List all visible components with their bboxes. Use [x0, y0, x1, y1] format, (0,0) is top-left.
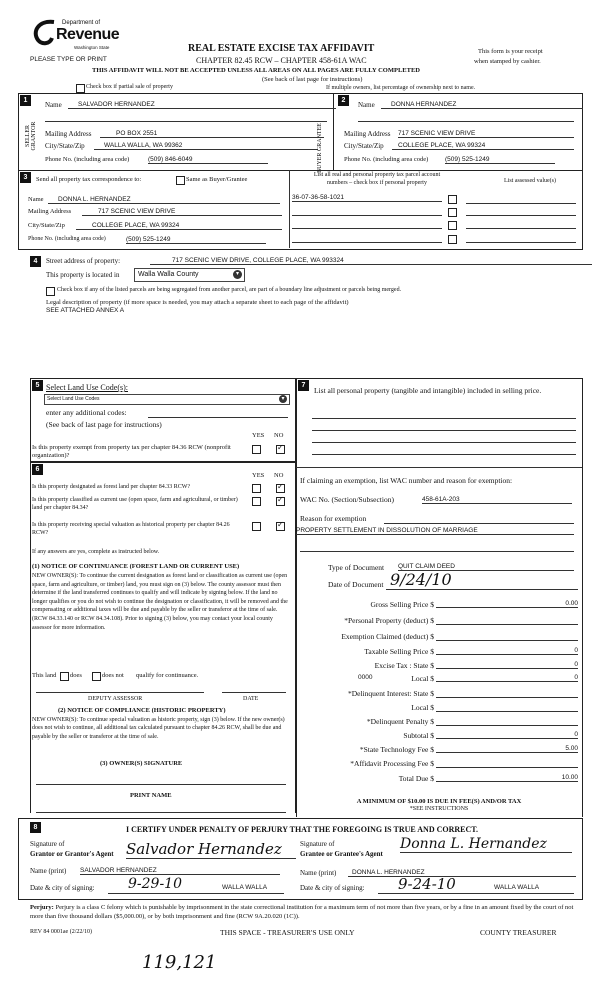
notice-compliance-body: NEW OWNER(S): To continue special valuation as historic property, sign (3) below. If the new owner(s) does not wish to continue, all additional tax calculated pursuant to chapter 84.26 RCW, shall be due and payable by the seller or transferor at the time of sale.	[32, 717, 285, 740]
street-address-label: Street address of property:	[46, 257, 121, 265]
this-land-label: This land	[32, 672, 57, 679]
parcel-personal-checkbox-3[interactable]	[448, 221, 457, 230]
tax-row-value[interactable]	[436, 703, 578, 712]
grantee-signature-label-2: Grantee or Grantee's Agent	[300, 850, 383, 858]
tax-row-label: Taxable Selling Price $	[364, 647, 434, 656]
send-correspondence-label: Send all property tax correspondence to:	[36, 176, 142, 183]
owner-signature-line	[36, 784, 286, 785]
sec5-yes-label: YES	[252, 432, 265, 439]
exempt-question: Is this property exempt from property tax per chapter 84.36 RCW (nonprofit organization)?	[32, 444, 231, 459]
tax-row-label: Gross Selling Price $	[370, 600, 434, 609]
buyer-city-field[interactable]: COLLEGE PLACE, WA 99324	[392, 142, 574, 150]
tax-row-label: *Personal Property (deduct) $	[344, 616, 434, 625]
multiple-owners-note: If multiple owners, list percentage of ownership next to name.	[326, 85, 476, 91]
tax-row-value[interactable]	[436, 616, 578, 625]
tax-row-value[interactable]	[436, 759, 578, 768]
grantee-date-city-line	[378, 893, 574, 894]
grantee-name-print-field[interactable]: DONNA L. HERNANDEZ	[348, 869, 576, 877]
tax-row-label: *Delinquent Penalty $	[366, 717, 434, 726]
land-does-checkbox[interactable]	[60, 672, 69, 681]
assessed-line-2	[466, 215, 576, 216]
legal-description-label: Legal description of property (if more space is needed, you may attach a separate sheet to each page of the affidavit)	[46, 299, 349, 306]
land-does-not-checkbox[interactable]	[92, 672, 101, 681]
exempt-yes-checkbox[interactable]	[252, 445, 261, 454]
see-back-instructions: (See back of last page for instructions)	[262, 76, 363, 83]
form-chapter: CHAPTER 82.45 RCW – CHAPTER 458-61A WAC	[196, 56, 367, 65]
tax-row-label: Exemption Claimed (deduct) $	[341, 632, 434, 641]
deputy-date-line	[222, 692, 286, 693]
section-7-number: 7	[298, 380, 309, 391]
same-as-buyer-checkbox[interactable]	[176, 176, 185, 185]
grantee-name-print-label: Name (print)	[300, 869, 337, 877]
sec6-no-label: NO	[274, 472, 284, 479]
reason-field[interactable]: PROPERTY SETTLEMENT IN DISSOLUTION OF MARRIAGE	[296, 527, 574, 535]
additional-codes-label: enter any additional codes:	[46, 408, 127, 417]
historic-no-checkbox[interactable]	[276, 522, 285, 531]
grantor-date-field[interactable]: 9-29-10	[128, 876, 182, 892]
historic-yes-checkbox[interactable]	[252, 522, 261, 531]
buyer-name-line2	[358, 121, 574, 122]
tax-row-value[interactable]: 0	[436, 661, 578, 669]
buyer-phone-label: Phone No. (including area code)	[344, 156, 429, 163]
chevron-down-icon: ▾	[233, 270, 242, 279]
land-use-select-value: Select Land Use Codes	[47, 396, 100, 402]
tax-row-value[interactable]: 0	[436, 674, 578, 682]
buyer-name-label: Name	[358, 101, 375, 109]
parcel-line-4	[292, 242, 442, 243]
land-does-label: does	[70, 672, 82, 679]
doc-date-label: Date of Document	[328, 580, 384, 589]
seller-name-field[interactable]: SALVADOR HERNANDEZ	[68, 101, 336, 109]
section-3-number: 3	[20, 172, 31, 183]
section-2-number: 2	[338, 95, 349, 106]
segregated-checkbox[interactable]	[46, 287, 55, 296]
seller-phone-label: Phone No. (including area code)	[45, 156, 130, 163]
land-use-select[interactable]	[44, 394, 290, 405]
corr-city-field[interactable]: COLLEGE PLACE, WA 99324	[76, 222, 282, 230]
dept-line3: Washington State	[74, 45, 110, 50]
tax-row-value[interactable]	[436, 689, 578, 698]
tax-row-value[interactable]: 0	[436, 731, 578, 739]
form-revision: REV 84 0001ae (2/22/10)	[30, 929, 93, 935]
tax-row-label: Total Due $	[398, 774, 434, 783]
forest-land-question: Is this property designated as forest land per chapter 84.33 RCW?	[32, 484, 191, 490]
tax-row-label: *Delinquent Interest: State $	[347, 689, 434, 698]
print-name-line	[36, 812, 286, 813]
section-7-divider	[296, 467, 582, 468]
grantee-signature-label-1: Signature of	[300, 840, 335, 848]
seller-side-label: SELLER GRANTOR	[25, 121, 37, 151]
deputy-assessor-line	[36, 692, 204, 693]
seller-name-line2	[45, 121, 327, 122]
historic-question: Is this property receiving special valuation as historical property per chapter 84.26 RCW?	[32, 522, 230, 536]
buyer-mailing-label: Mailing Address	[344, 130, 391, 138]
exempt-no-checkbox[interactable]	[276, 445, 285, 454]
grantor-signature-label-1: Signature of	[30, 840, 65, 848]
personal-property-line-4	[312, 454, 576, 455]
local-code: 0000	[358, 674, 373, 681]
buyer-name-field[interactable]: DONNA HERNANDEZ	[381, 101, 583, 109]
notice-continuance-body: NEW OWNER(S): To continue the current designation as forest land or classification as current use (open space, farm and agriculture, or timber) land, you must sign on (3) below. The county assessor must then determine if the land transferred continues to qualify and will indicate by signing below. If the land no longer qualifies or you do not wish to continue the designation or classification, it will be removed and the compensating or additional taxes will be due and payable by the seller or transferor at the time of sale. (RCW 84.33.140 or RCW 84.34.108). Prior to signing (3) below, you may contact your local county assessor for more information.	[32, 573, 288, 631]
tax-row-value[interactable]	[436, 632, 578, 641]
print-name-label: PRINT NAME	[130, 792, 172, 799]
seller-mailing-field[interactable]: PO BOX 2551	[100, 130, 324, 138]
buyer-phone-field[interactable]: (509) 525-1249	[445, 156, 555, 164]
parcel-line-3	[292, 228, 442, 229]
personal-property-label: List all personal property (tangible and intangible) included in selling price.	[314, 386, 542, 395]
doc-date-field[interactable]: 9/24/10	[386, 570, 578, 590]
grantee-date-field[interactable]: 9-24-10	[398, 875, 456, 893]
form-warning: THIS AFFIDAVIT WILL NOT BE ACCEPTED UNLESS ALL AREAS ON ALL PAGES ARE FULLY COMPLETED	[92, 67, 420, 74]
perjury-notice	[30, 903, 578, 921]
sec6-yes-label: YES	[252, 472, 265, 479]
buyer-mailing-field[interactable]: 717 SCENIC VIEW DRIVE	[398, 130, 574, 138]
receipt-line2: when stamped by cashier.	[474, 58, 541, 65]
select-land-use-label: Select Land Use Code(s):	[46, 383, 128, 392]
qualify-label: qualify for continuance.	[136, 672, 199, 679]
personal-property-line-2	[312, 430, 576, 431]
corr-city-label: City/State/Zip	[28, 222, 65, 229]
handwritten-note: 119,121	[142, 952, 217, 973]
wac-label: WAC No. (Section/Subsection)	[300, 495, 394, 504]
tax-row-value[interactable]: 0	[436, 647, 578, 655]
partial-sale-checkbox[interactable]	[76, 84, 85, 93]
county-select[interactable]	[134, 268, 245, 282]
seller-city-label: City/State/Zip	[45, 142, 85, 150]
deputy-assessor-label: DEPUTY ASSESSOR	[88, 696, 143, 702]
corr-phone-field[interactable]: (509) 525-1249	[126, 236, 266, 244]
located-in-label: This property is located in	[46, 271, 120, 279]
segregated-label: Check box if any of the listed parcels are being segregated from another parcel, are part of a boundary line adjustment or parcels being merged.	[57, 287, 402, 293]
please-type: PLEASE TYPE OR PRINT	[30, 56, 107, 63]
notice-continuance-title: (1) NOTICE OF CONTINUANCE (FOREST LAND OR CURRENT USE)	[32, 563, 240, 570]
current-use-question: Is this property classified as current use (open space, farm and agricultural, or timber) land per chapter 84.34?	[32, 497, 238, 511]
tax-row-label: Local $	[411, 674, 434, 683]
doc-type-field[interactable]: QUIT CLAIM DEED	[398, 563, 574, 571]
dor-logo	[30, 16, 140, 56]
land-does-not-label: does not	[102, 672, 124, 679]
section-3-divider	[289, 170, 290, 248]
reason-line-1	[384, 523, 574, 524]
land-use-see-back: (See back of last page for instructions)	[46, 420, 162, 429]
legal-description-value[interactable]: SEE ATTACHED ANNEX A	[46, 307, 125, 314]
parcel-list-label-1: List all real and personal property tax parcel account	[313, 172, 441, 178]
sec5-no-label: NO	[274, 432, 284, 439]
grantor-date-city-label: Date & city of signing:	[30, 884, 95, 892]
corr-mailing-field[interactable]: 717 SCENIC VIEW DRIVE	[82, 208, 282, 216]
tax-row-value[interactable]	[436, 717, 578, 726]
certify-statement: I CERTIFY UNDER PENALTY OF PERJURY THAT THE FOREGOING IS TRUE AND CORRECT.	[126, 825, 479, 834]
tax-row-label: *Affidavit Processing Fee $	[350, 759, 434, 768]
parcel-personal-checkbox-4[interactable]	[448, 235, 457, 244]
reason-line-3	[300, 551, 574, 552]
county-treasurer-label: COUNTY TREASURER	[480, 928, 557, 937]
tax-row-label: *State Technology Fee $	[359, 745, 434, 754]
dept-line2: Revenue	[56, 26, 120, 43]
parcel-personal-checkbox-1[interactable]	[448, 195, 457, 204]
notice-compliance-title: (2) NOTICE OF COMPLIANCE (HISTORIC PROPERTY)	[58, 707, 226, 714]
perjury-bold-label: Perjury:	[30, 904, 54, 911]
if-yes-instruction: If any answers are yes, complete as instructed below.	[32, 549, 160, 555]
tax-row-value[interactable]: 5.00	[436, 745, 578, 753]
tax-row-value[interactable]: 0.00	[436, 600, 578, 608]
street-address-field[interactable]: 717 SCENIC VIEW DRIVE, COLLEGE PLACE, WA 993324	[150, 257, 592, 265]
deputy-date-label: DATE	[243, 696, 259, 702]
doc-type-label: Type of Document	[328, 563, 385, 572]
grantor-name-print-label: Name (print)	[30, 867, 67, 875]
assessed-line-3	[466, 228, 576, 229]
buyer-side-label: BUYER GRANTEE	[317, 123, 323, 173]
form-title: REAL ESTATE EXCISE TAX AFFIDAVIT	[188, 43, 375, 54]
grantor-name-print-field[interactable]: SALVADOR HERNANDEZ	[80, 867, 280, 875]
dept-line1: Department of	[62, 20, 101, 26]
section-6-number: 6	[32, 464, 43, 475]
seller-name-label: Name	[45, 101, 62, 109]
personal-property-line-3	[312, 442, 576, 443]
buyer-city-label: City/State/Zip	[344, 142, 384, 150]
additional-codes-line	[148, 417, 288, 418]
parcel-field-1[interactable]: 36-07-36-58-1021	[292, 194, 442, 202]
forest-yes-checkbox[interactable]	[252, 484, 261, 493]
grantor-city-field[interactable]: WALLA WALLA	[222, 884, 268, 891]
seller-city-field[interactable]: WALLA WALLA, WA 99362	[94, 142, 318, 150]
section-4-number: 4	[30, 256, 41, 267]
same-as-buyer-label: Same as Buyer/Grantee	[186, 176, 248, 183]
grantor-signature-label-2: Grantor or Grantor's Agent	[30, 850, 114, 858]
section-5-number: 5	[32, 380, 43, 391]
owner-signature-title: (3) OWNER(S) SIGNATURE	[100, 760, 183, 767]
current-use-yes-checkbox[interactable]	[252, 497, 261, 506]
grantee-city-field[interactable]: WALLA WALLA	[494, 884, 540, 891]
perjury-text: Perjury is a class C felony which is punishable by imprisonment in the state correctional institution for a maximum term of not more than five years, or by a fine in an amount fixed by the court of not more than five thousand dollars ($5,000.00), or by both imprisonment and fine (RCW 9A.20.020 (1C)).	[30, 904, 574, 920]
assessed-line-1	[466, 203, 576, 204]
parcel-personal-checkbox-2[interactable]	[448, 208, 457, 217]
grantor-signature[interactable]: Salvador Hernandez	[126, 840, 296, 859]
corr-mailing-label: Mailing Address	[28, 208, 72, 215]
corr-name-field[interactable]: DONNA L. HERNANDEZ	[48, 196, 280, 204]
tax-row-label: Excise Tax : State $	[374, 661, 434, 670]
grantee-signature[interactable]: Donna L. Hernandez	[400, 836, 572, 853]
seller-phone-field[interactable]: (509) 846-6049	[148, 156, 268, 164]
see-instructions-note: *SEE INSTRUCTIONS	[409, 806, 469, 812]
personal-property-line-1	[312, 418, 576, 419]
assessed-values-label: List assessed value(s)	[504, 178, 556, 184]
partial-sale-label: Check box if partial sale of property	[86, 84, 173, 90]
county-select-value: Walla Walla County	[138, 271, 199, 278]
receipt-line1: This form is your receipt	[478, 48, 543, 55]
chevron-down-icon: ▾	[279, 395, 287, 403]
corr-phone-label: Phone No. (including area code)	[28, 236, 106, 242]
tax-row-label: Local $	[411, 703, 434, 712]
parcel-line-2	[292, 215, 442, 216]
wac-field[interactable]: 458-61A-203	[422, 496, 572, 504]
forest-no-checkbox[interactable]	[276, 484, 285, 493]
section-8-number: 8	[30, 822, 41, 833]
corr-name-label: Name	[28, 196, 44, 203]
parcel-list-label-2: numbers – check box if personal property	[327, 180, 427, 186]
current-use-no-checkbox[interactable]	[276, 497, 285, 506]
tax-row-value[interactable]: 10.00	[436, 774, 578, 782]
minimum-due-note: A MINIMUM OF $10.00 IS DUE IN FEE(S) AND/OR TAX	[356, 798, 522, 805]
exemption-claim-label: If claiming an exemption, list WAC number and reason for exemption:	[300, 476, 513, 485]
section-1-number: 1	[20, 95, 31, 106]
grantor-date-city-line	[108, 893, 284, 894]
tax-row-label: Subtotal $	[403, 731, 434, 740]
seller-mailing-label: Mailing Address	[45, 130, 92, 138]
assessed-line-4	[466, 242, 576, 243]
reason-exemption-label: Reason for exemption	[300, 514, 367, 523]
treasurer-space-label: THIS SPACE - TREASURER'S USE ONLY	[220, 928, 355, 937]
grantee-date-city-label: Date & city of signing:	[300, 884, 365, 892]
